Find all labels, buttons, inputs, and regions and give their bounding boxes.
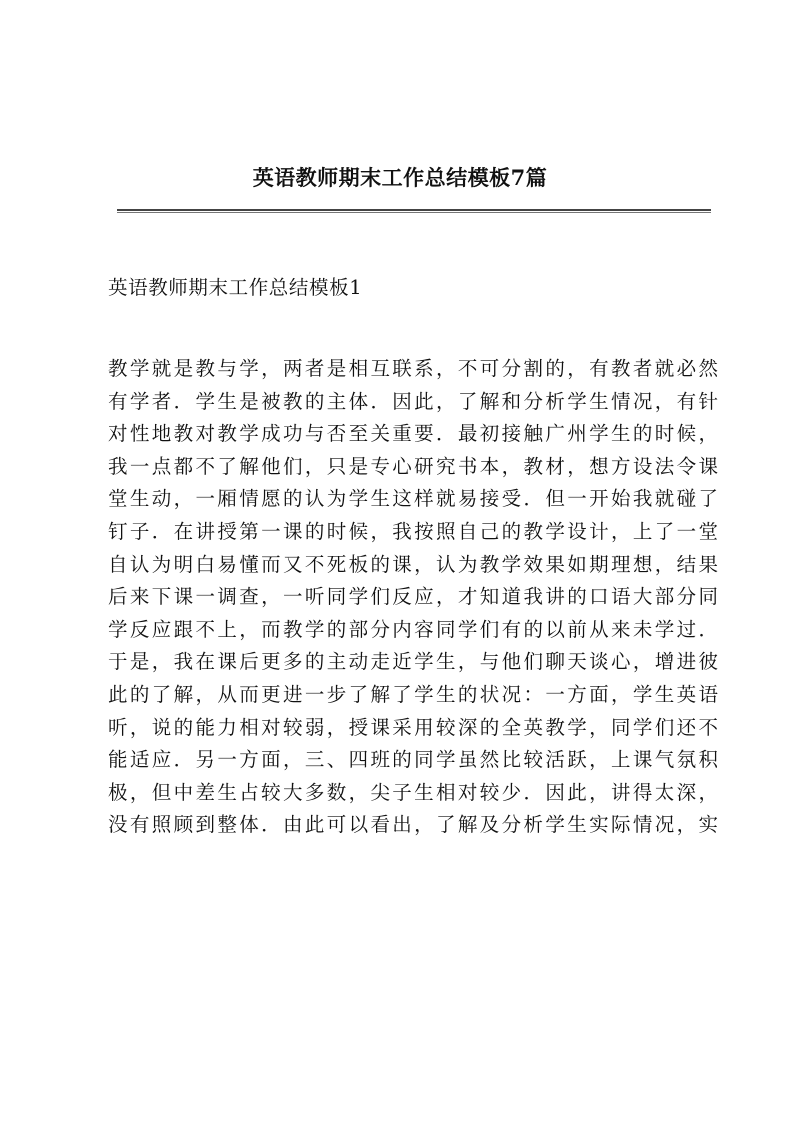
paragraph-line: 极，但中差生占较大多数，尖子生相对较少．因此，讲得太深，	[108, 780, 718, 804]
paragraph-line: 我一点都不了解他们，只是专心研究书本，教材，想方设法令课	[108, 454, 718, 478]
paragraph-line: 没有照顾到整体．由此可以看出，了解及分析学生实际情况，实	[108, 813, 718, 837]
paragraph-line: 自认为明白易懂而又不死板的课，认为教学效果如期理想，结果	[108, 552, 718, 576]
paragraph-line: 此的了解，从而更进一步了解了学生的状况：一方面，学生英语	[108, 682, 718, 706]
paragraph-line: 有学者．学生是被教的主体．因此，了解和分析学生情况，有针	[108, 389, 718, 413]
paragraph-line: 教学就是教与学，两者是相互联系，不可分割的，有教者就必然	[108, 357, 718, 380]
paragraph-line: 对性地教对教学成功与否至关重要．最初接触广州学生的时候，	[108, 422, 718, 446]
paragraph-line: 学反应跟不上，而教学的部分内容同学们有的以前从来未学过．	[108, 617, 718, 641]
body-paragraph	[108, 353, 718, 842]
paragraph-line: 钉子．在讲授第一课的时候，我按照自己的教学设计，上了一堂	[108, 519, 718, 543]
paragraph-line: 听，说的能力相对较弱，授课采用较深的全英教学，同学们还不	[108, 715, 718, 739]
section-heading: 英语教师期末工作总结模板1	[108, 276, 363, 299]
page-title: 英语教师期末工作总结模板7篇	[252, 165, 548, 190]
paragraph-line: 于是，我在课后更多的主动走近学生，与他们聊天谈心，增进彼	[108, 650, 718, 674]
title-divider	[117, 209, 711, 213]
paragraph-line: 堂生动，一厢情愿的认为学生这样就易接受．但一开始我就碰了	[108, 487, 718, 511]
paragraph-line: 能适应．另一方面，三、四班的同学虽然比较活跃，上课气氛积	[108, 748, 718, 772]
paragraph-line: 后来下课一调查，一听同学们反应，才知道我讲的口语大部分同	[108, 585, 718, 609]
